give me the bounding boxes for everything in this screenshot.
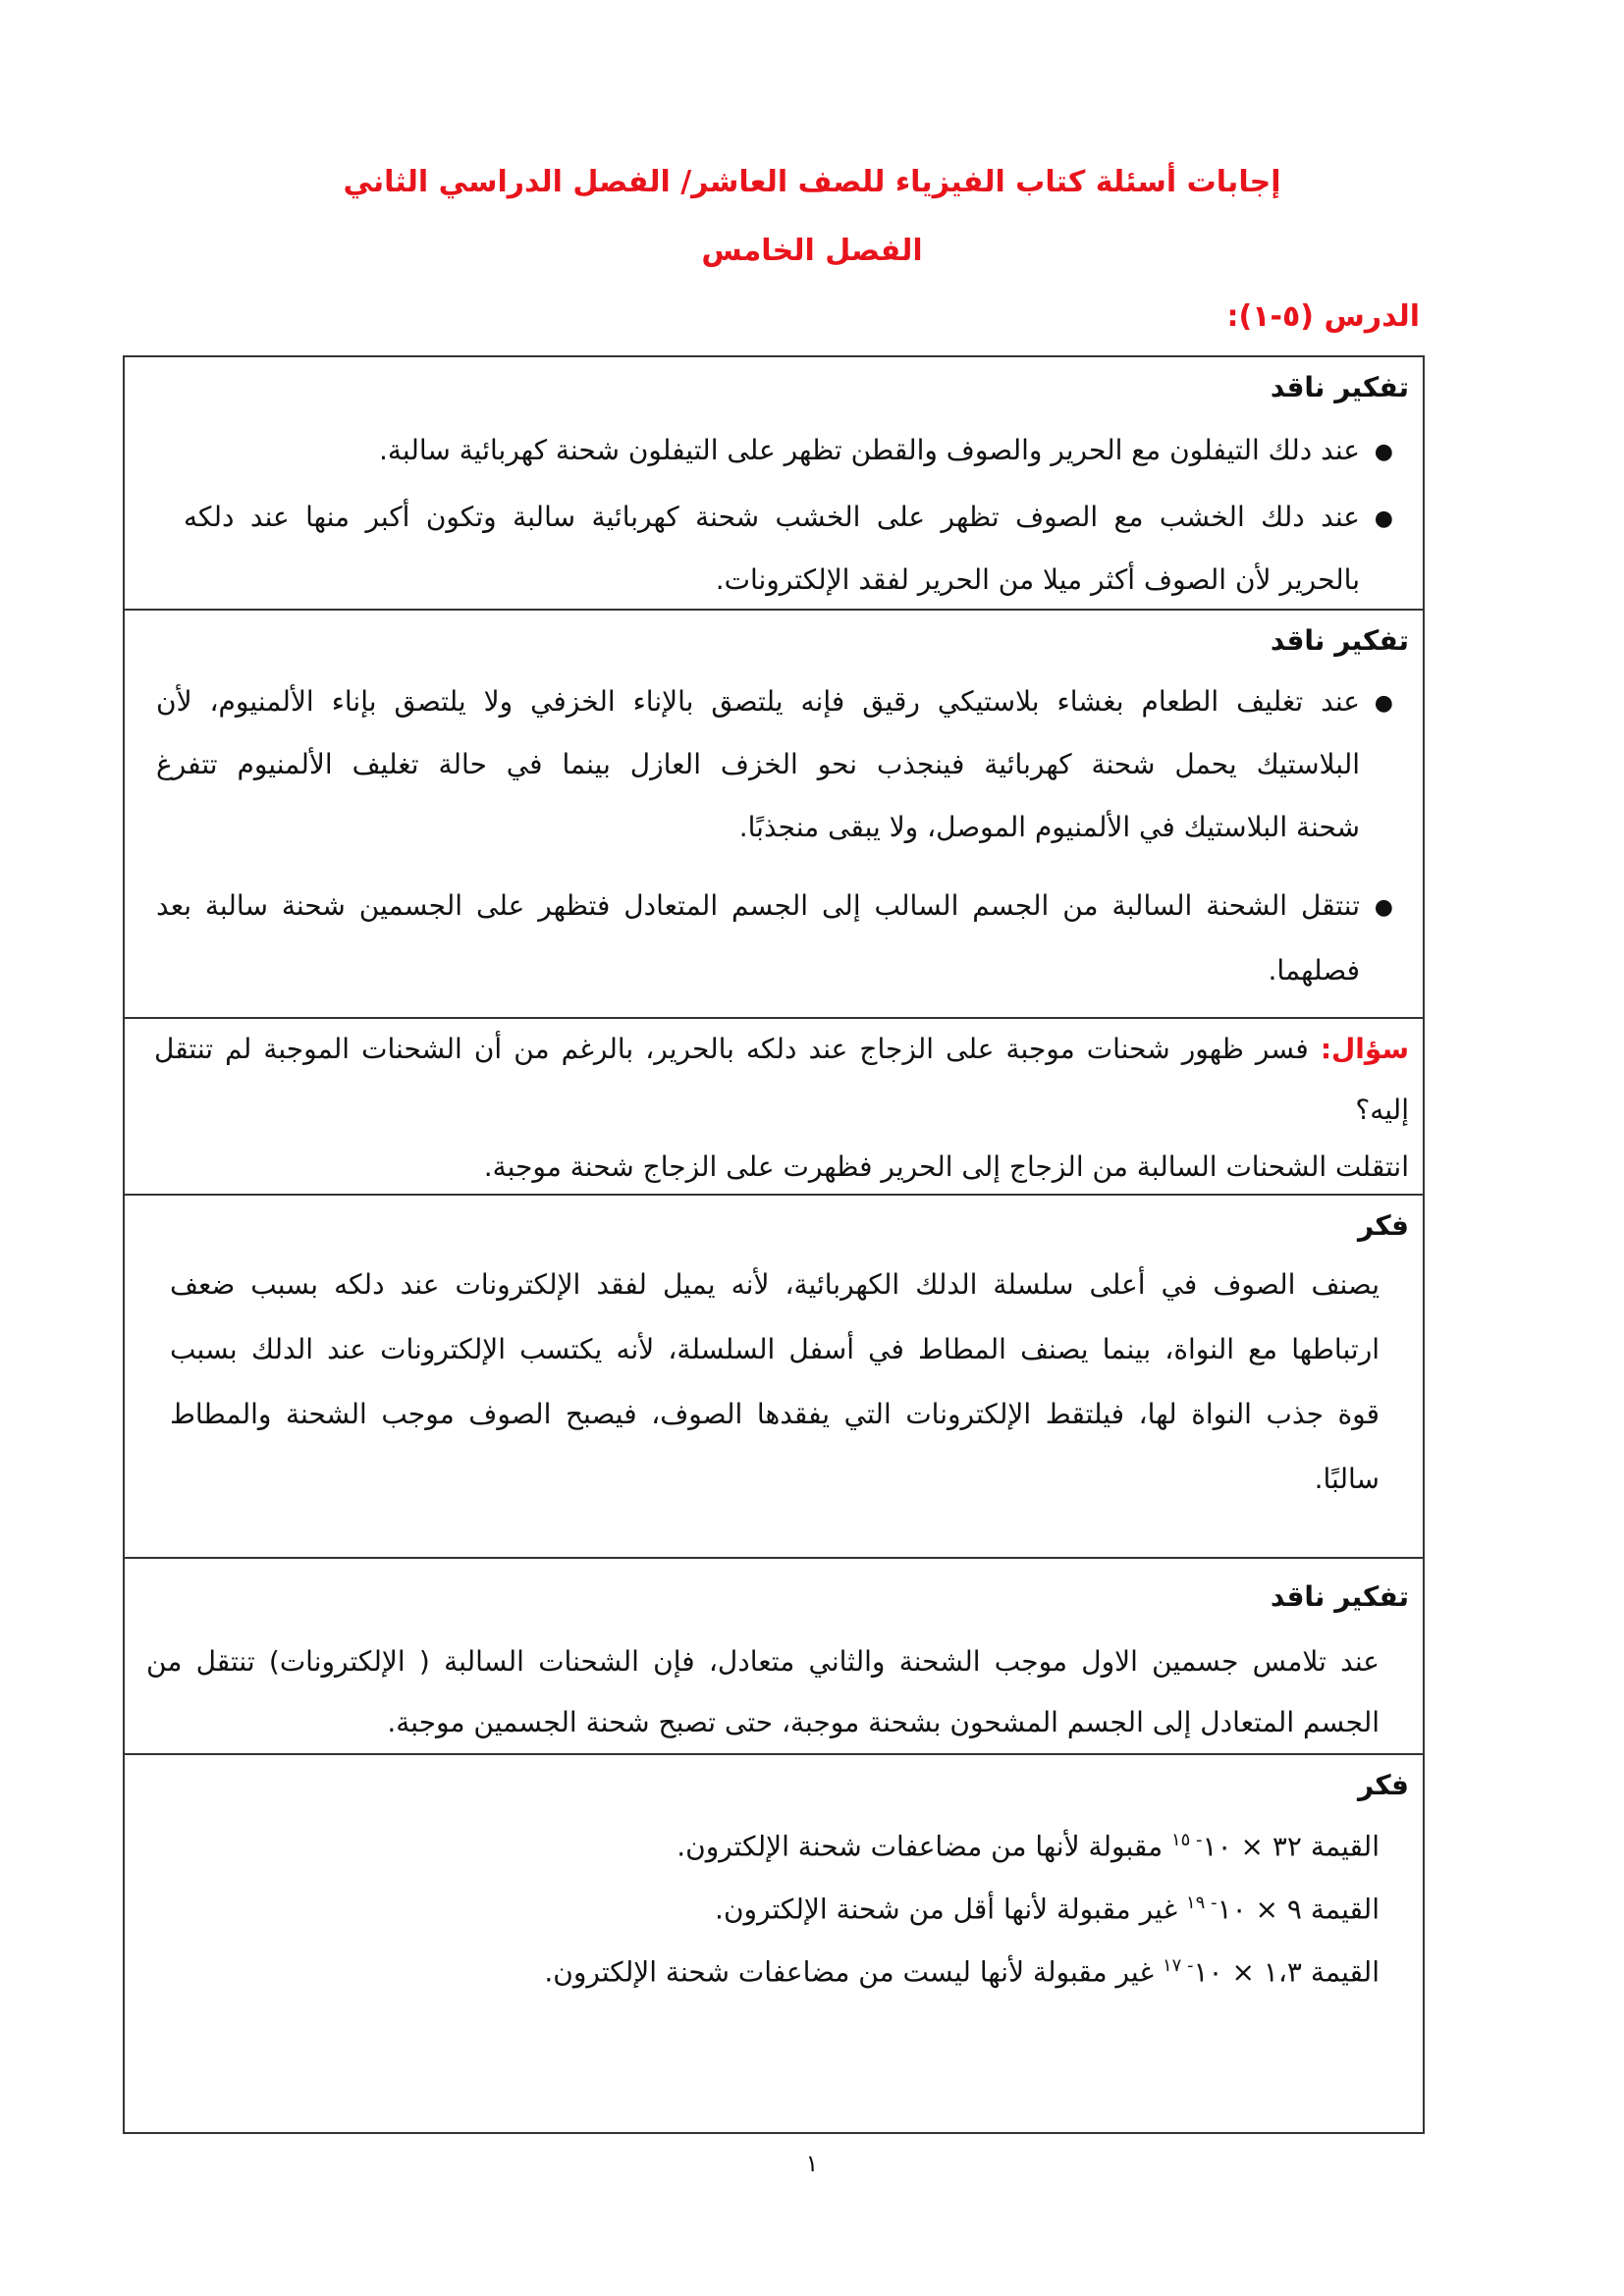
- bullet-text-continued: فصلهما.: [1268, 954, 1360, 987]
- question-line: [154, 1033, 1409, 1065]
- bullet-icon: ●: [1374, 895, 1393, 920]
- question-text: فسر ظهور شحنات موجبة على الزجاج عند دلكه بالحرير، بالرغم من أن الشحنات الموجبة لم تنتقل: [154, 1033, 1321, 1065]
- paragraph-line: الجسم المتعادل إلى الجسم المشحون بشحنة موجبة، حتى تصبح شحنة الجسمين موجبة.: [387, 1706, 1380, 1738]
- document-title: إجابات أسئلة كتاب الفيزياء للصف العاشر/ الفصل الدراسي الثاني: [343, 165, 1281, 199]
- section-title: تفكير ناقد: [1270, 371, 1409, 403]
- value-2-text: غير مقبولة لأنها أقل من شحنة الإلكترون.: [715, 1893, 1187, 1926]
- section-think-2: [125, 1755, 1423, 2132]
- chapter-title: الفصل الخامس: [701, 234, 923, 268]
- section-title: فكر: [1357, 1209, 1409, 1242]
- value-3-exponent: - ١٧: [1162, 1955, 1194, 1976]
- question-text-continued: إليه؟: [1355, 1094, 1409, 1126]
- section-title: فكر: [1357, 1769, 1409, 1801]
- value-1-number: القيمة ٣٢ × ١٠: [1202, 1830, 1380, 1863]
- bullet-text: عند دلك الخشب مع الصوف تظهر على الخشب شحنة كهربائية سالبة وتكون أكبر منها عند دلكه: [184, 501, 1360, 533]
- section-think-1: [125, 1196, 1423, 1559]
- bullet-icon: ●: [1374, 440, 1393, 464]
- page-number: ١: [805, 2150, 819, 2177]
- paragraph-line: قوة جذب النواة لها، فيلتقط الإلكترونات التي يفقدها الصوف، فيصبح الصوف موجب الشحنة والمطاط: [170, 1398, 1380, 1430]
- paragraph-line: يصنف الصوف في أعلى سلسلة الدلك الكهربائية، لأنه يميل لفقد الإلكترونات عند دلكه بسبب ضعف: [170, 1268, 1380, 1301]
- paragraph-line: ارتباطها مع النواة، بينما يصنف المطاط في أسفل السلسلة، لأنه يكتسب الإلكترونات عند الدلك بسبب: [170, 1333, 1380, 1365]
- value-3-text: غير مقبولة لأنها ليست من مضاعفات شحنة الإلكترون.: [544, 1955, 1163, 1989]
- value-1-text: مقبولة لأنها من مضاعفات شحنة الإلكترون.: [677, 1830, 1171, 1863]
- value-3-number: القيمة ١،٣ × ١٠: [1193, 1955, 1380, 1989]
- value-line-3: [544, 1955, 1380, 1988]
- bullet-text: تنتقل الشحنة السالبة من الجسم السالب إلى الجسم المتعادل فتظهر على الجسمين شحنة سالبة بعد: [156, 889, 1360, 922]
- bullet-text-continued: بالحرير لأن الصوف أكثر ميلا من الحرير لفقد الإلكترونات.: [715, 563, 1360, 596]
- value-line-2: [715, 1893, 1380, 1925]
- section-critical-thinking-2: [125, 611, 1423, 1019]
- paragraph-line: عند تلامس جسمين الاول موجب الشحنة والثاني متعادل، فإن الشحنات السالبة ( الإلكترونات) تنتقل من: [146, 1645, 1380, 1678]
- bullet-text: عند تغليف الطعام بغشاء بلاستيكي رقيق فإنه يلتصق بالإناء الخزفي ولا يلتصق بإناء الألمنيوم، لأن: [156, 685, 1360, 718]
- value-2-number: القيمة ٩ × ١٠: [1217, 1893, 1380, 1926]
- bullet-text-continued: شحنة البلاستيك في الألمنيوم الموصل، ولا يبقى منجذبًا.: [738, 811, 1360, 843]
- section-title: تفكير ناقد: [1270, 1580, 1409, 1613]
- question-label: سؤال:: [1320, 1033, 1409, 1065]
- section-title: تفكير ناقد: [1270, 624, 1409, 657]
- bullet-icon: ●: [1374, 507, 1393, 531]
- value-2-exponent: - ١٩: [1186, 1893, 1218, 1913]
- bullet-text-continued: البلاستيك يحمل شحنة كهربائية فينجذب نحو الخزف العازل بينما في حالة تغليف الألمنيوم تتفرغ: [156, 748, 1360, 780]
- value-1-exponent: - ١٥: [1170, 1830, 1203, 1850]
- paragraph-line: سالبًا.: [1314, 1463, 1380, 1495]
- bullet-text: عند دلك التيفلون مع الحرير والصوف والقطن تظهر على التيفلون شحنة كهربائية سالبة.: [378, 434, 1360, 466]
- section-question: [125, 1019, 1423, 1196]
- answers-table: [123, 355, 1425, 2134]
- lesson-heading: الدرس (٥-١):: [1226, 299, 1420, 334]
- answer-text: انتقلت الشحنات السالبة من الزجاج إلى الحرير فظهرت على الزجاج شحنة موجبة.: [483, 1150, 1409, 1183]
- value-line-1: [677, 1830, 1380, 1862]
- section-critical-thinking-3: [125, 1559, 1423, 1755]
- section-critical-thinking-1: [125, 357, 1423, 611]
- bullet-icon: ●: [1374, 691, 1393, 716]
